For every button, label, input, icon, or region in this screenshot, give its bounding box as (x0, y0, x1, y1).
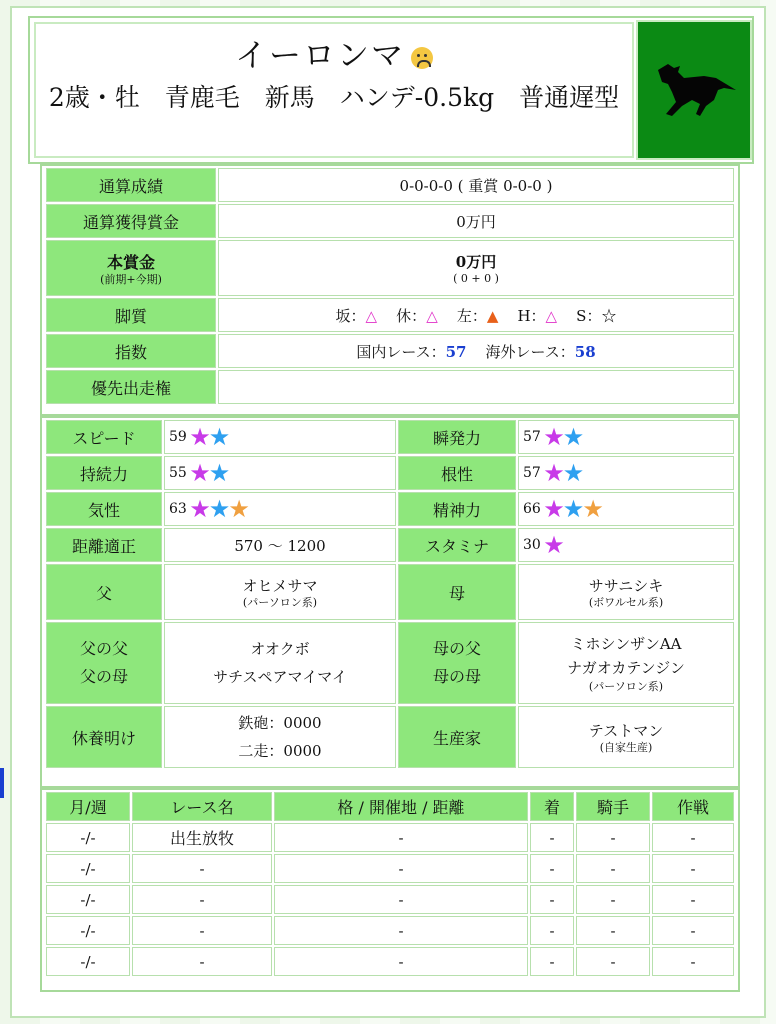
table-row (46, 456, 734, 490)
race-name: - (132, 885, 272, 914)
sire-sire-name: オオクボ (250, 640, 310, 658)
star-icon: ★ (543, 423, 565, 451)
sire-name: オヒメサマ (242, 576, 318, 595)
priority-value (218, 370, 734, 404)
table-row (46, 823, 734, 852)
sire-sire-label: 父の父 (79, 639, 128, 658)
race-jockey: - (576, 885, 650, 914)
horse-silhouette-image (636, 20, 752, 160)
table-row (46, 370, 734, 404)
prize-value-cell (218, 240, 734, 296)
sire-cell (164, 564, 396, 620)
rest-values (164, 706, 396, 768)
legs-label: 脚質 (46, 298, 216, 332)
race-strategy: - (652, 885, 734, 914)
grandparents-dam-labels (398, 622, 516, 704)
table-row (46, 298, 734, 332)
leg-rest-key: 休： (396, 306, 427, 325)
guts-value-cell (518, 456, 734, 490)
distance-value: 570 ～ 1200 (164, 528, 396, 562)
priority-label: 優先出走権 (46, 370, 216, 404)
grandparents-sire-values (164, 622, 396, 704)
prize-sub: (前期+今期) (100, 272, 162, 286)
sustain-value: 55 (169, 465, 187, 481)
table-row (46, 240, 734, 296)
index-domestic-label: 国内レース： (356, 342, 446, 361)
race-week: -/- (46, 823, 130, 852)
grandparents-dam-values (518, 622, 734, 704)
race-grade-venue-distance: - (274, 885, 528, 914)
horse-header-text (34, 22, 634, 158)
mental-label: 精神力 (398, 492, 516, 526)
dam-dam-name: ナガオカテンジン (567, 659, 685, 677)
temper-value: 63 (169, 501, 187, 517)
total-prize-label: 通算獲得賞金 (46, 204, 216, 238)
col-header-grade-venue-distance: 格 / 開催地 / 距離 (274, 792, 528, 821)
leg-left-key: 左： (456, 306, 487, 325)
table-row (46, 885, 734, 914)
race-finish: - (530, 854, 574, 883)
breeder-label: 生産家 (398, 706, 516, 768)
side-marker (0, 768, 4, 798)
stats-table (44, 418, 736, 770)
mental-value-cell (518, 492, 734, 526)
horse-header (28, 16, 754, 164)
race-name: - (132, 854, 272, 883)
col-header-race-name: レース名 (132, 792, 272, 821)
leg-slope-key: 坂： (335, 306, 366, 325)
grandparents-sire-labels (46, 622, 162, 704)
breeder-sub: (自家生産) (599, 740, 653, 754)
leg-s-key: S： (576, 306, 602, 325)
table-row (46, 168, 734, 202)
race-jockey: - (576, 823, 650, 852)
star-icon: ★ (543, 495, 565, 523)
dam-line: (ボワルセル系) (588, 595, 664, 609)
sire-dam-name: サチスペアマイマイ (213, 668, 347, 686)
mental-value: 66 (523, 501, 541, 517)
index-value (218, 334, 734, 368)
distance-label: 距離適正 (46, 528, 162, 562)
table-row (46, 947, 734, 976)
dam-sire-label: 母の父 (432, 639, 481, 658)
star-icon: ★ (582, 495, 604, 523)
horse-name-line (36, 30, 632, 76)
sire-dam-label: 父の母 (79, 667, 128, 686)
total-prize-value: 0万円 (218, 204, 734, 238)
sire-label: 父 (46, 564, 162, 620)
breeder-cell (518, 706, 734, 768)
guts-value: 57 (523, 465, 541, 481)
race-grade-venue-distance: - (274, 947, 528, 976)
table-header-row (46, 792, 734, 821)
record-value: 0-0-0-0 ( 重賞 0-0-0 ) (218, 168, 734, 202)
horse-name: イーロンマ (234, 36, 405, 74)
table-row (46, 334, 734, 368)
star-icon: ★ (228, 495, 250, 523)
race-name: 出生放牧 (132, 823, 272, 852)
table-row (46, 528, 734, 562)
guts-label: 根性 (398, 456, 516, 490)
stamina-value: 30 (523, 537, 541, 553)
breeder-name: テストマン (588, 721, 664, 740)
race-name: - (132, 916, 272, 945)
race-finish: - (530, 823, 574, 852)
leg-h-key: H： (517, 306, 546, 325)
prize-label: 本賞金 (106, 252, 155, 272)
leg-rest-value: △ (426, 306, 438, 325)
prize-label-cell (46, 240, 216, 296)
race-jockey: - (576, 916, 650, 945)
star-icon: ★ (208, 423, 231, 451)
star-icon: ★ (189, 423, 211, 451)
race-name: - (132, 947, 272, 976)
race-grade-venue-distance: - (274, 916, 528, 945)
stamina-label: スタミナ (398, 528, 516, 562)
leg-slope-value: △ (365, 306, 378, 325)
rest-second-value: 二走：0000 (238, 742, 322, 760)
star-icon: ★ (543, 531, 565, 559)
prize-value-sub: ( 0 + 0 ) (453, 271, 499, 285)
table-row (46, 564, 734, 620)
race-jockey: - (576, 947, 650, 976)
temper-label: 気性 (46, 492, 162, 526)
dam-name: ササニシキ (588, 576, 664, 595)
prize-value: 0万円 (455, 252, 497, 271)
table-row (46, 854, 734, 883)
star-icon: ★ (208, 495, 231, 523)
table-row (46, 492, 734, 526)
race-finish: - (530, 916, 574, 945)
race-grade-venue-distance: - (274, 823, 528, 852)
race-week: -/- (46, 854, 130, 883)
leg-left-value: ▲ (486, 306, 499, 325)
dam-sire-name: ミホシンザンAA (570, 635, 682, 653)
col-header-week: 月/週 (46, 792, 130, 821)
star-icon: ★ (562, 495, 585, 523)
rest-first-value: 鉄砲：0000 (238, 714, 322, 732)
burst-label: 瞬発力 (398, 420, 516, 454)
race-strategy: - (652, 854, 734, 883)
race-finish: - (530, 885, 574, 914)
index-label: 指数 (46, 334, 216, 368)
col-header-strategy: 作戦 (652, 792, 734, 821)
sustain-label: 持続力 (46, 456, 162, 490)
race-week: -/- (46, 947, 130, 976)
dam-dam-label: 母の母 (432, 667, 481, 686)
burst-value-cell (518, 420, 734, 454)
index-overseas-label: 海外レース： (485, 342, 575, 361)
speed-value: 59 (169, 429, 187, 445)
horse-info: 2歳・牡 青鹿毛 新馬 ハンデ-0.5kg 普通遅型 (48, 83, 620, 112)
sustain-value-cell (164, 456, 396, 490)
star-icon: ★ (189, 495, 211, 523)
dam-label: 母 (398, 564, 516, 620)
race-strategy: - (652, 823, 734, 852)
speed-value-cell (164, 420, 396, 454)
star-icon: ★ (208, 459, 231, 487)
table-row (46, 204, 734, 238)
running-horse-icon (654, 60, 738, 120)
race-grade-venue-distance: - (274, 854, 528, 883)
dam-dam-line: (パーソロン系) (588, 680, 664, 693)
sire-line: (パーソロン系) (242, 595, 318, 609)
col-header-finish: 着 (530, 792, 574, 821)
race-week: -/- (46, 916, 130, 945)
race-strategy: - (652, 916, 734, 945)
record-label: 通算成績 (46, 168, 216, 202)
table-row (46, 622, 734, 704)
legs-value (218, 298, 734, 332)
table-row (46, 916, 734, 945)
index-overseas-value: 58 (574, 342, 596, 361)
speed-label: スピード (46, 420, 162, 454)
race-jockey: - (576, 854, 650, 883)
leg-h-value: △ (545, 306, 558, 325)
table-row (46, 420, 734, 454)
race-week: -/- (46, 885, 130, 914)
sad-face-icon (411, 47, 433, 69)
race-finish: - (530, 947, 574, 976)
rest-label: 休養明け (46, 706, 162, 768)
burst-value: 57 (523, 429, 541, 445)
star-icon: ★ (189, 459, 211, 487)
table-row (46, 706, 734, 768)
race-strategy: - (652, 947, 734, 976)
basic-info-table (44, 166, 736, 406)
star-icon: ★ (543, 459, 565, 487)
race-history-table (44, 790, 736, 978)
leg-s-value: ☆ (601, 306, 617, 325)
dam-cell (518, 564, 734, 620)
stamina-value-cell (518, 528, 734, 562)
temper-value-cell (164, 492, 396, 526)
star-icon: ★ (562, 423, 585, 451)
index-domestic-value: 57 (445, 342, 467, 361)
star-icon: ★ (562, 459, 585, 487)
col-header-jockey: 騎手 (576, 792, 650, 821)
